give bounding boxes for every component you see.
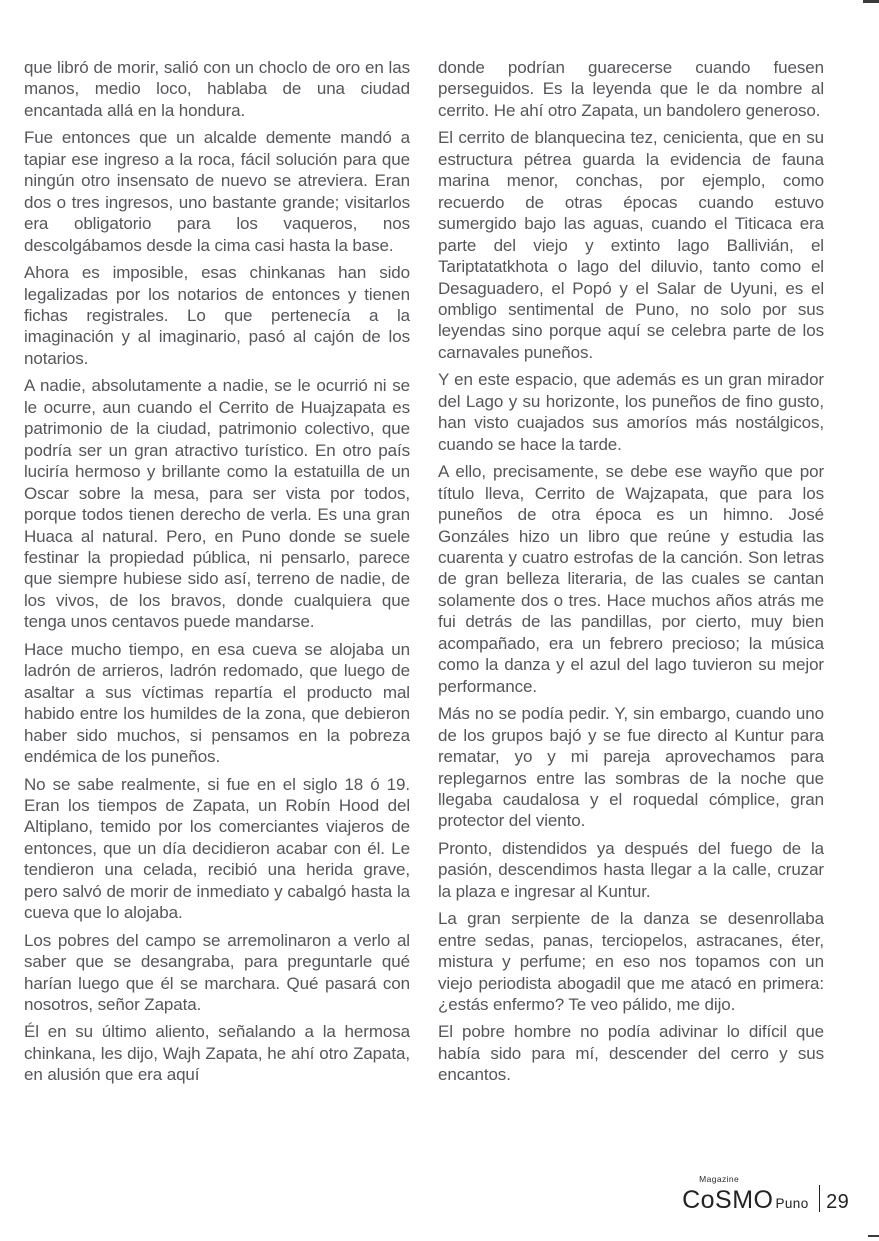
paragraph: Más no se podía pedir. Y, sin embargo, cuando uno de los grupos bajó y se fue directo al Kuntur para rematar, yo y mi pareja aprovechamos para replegarnos entre las sombras de la noche que llegaba caudalosa y el roquedal cómplice, gran protector del viento. (438, 704, 824, 831)
logo-divider-bar (819, 1185, 821, 1212)
logo-brand-text: CoSMO (682, 1186, 774, 1214)
page-number: 29 (826, 1191, 849, 1213)
logo-magazine-label: Magazine (699, 1174, 740, 1184)
cosmo-magazine-logo (682, 1174, 849, 1215)
crop-mark-bottom-right (868, 1235, 879, 1238)
logo-row (682, 1181, 849, 1215)
paragraph: Él en su último aliento, señalando a la hermosa chinkana, les dijo, Wajh Zapata, he ahí otro Zapata, en alusión que era aquí (24, 1022, 410, 1085)
paragraph: Los pobres del campo se arremolinaron a verlo al saber que se desangraba, para preguntarle qué harían luego que él se marchara. Qué pasará con nosotros, señor Zapata. (24, 930, 410, 1015)
paragraph: A nadie, absolutamente a nadie, se le ocurrió ni se le ocurre, aun cuando el Cerrito de Huajzapata es patrimonio de la ciudad, patrimonio colectivo, que podría ser un gran atractivo turístico. En otro país luciría hermoso y brillante como la estatuilla de un Oscar sobre la mesa, para ser vista por todos, porque todos tienen derecho de verla. Es una gran Huaca al natural. Pero, en Puno donde se suele festinar la propiedad pública, ni pensarlo, parece que siempre hubiese sido así, terreno de nadie, de los vivos, de los bravos, donde cualquiera que tenga unos centavos puede mandarse. (24, 376, 410, 632)
paragraph: A ello, precisamente, se debe ese wayño que por título lleva, Cerrito de Wajzapata, que para los puneños de otra época es un himno. José Gonzáles hizo un libro que reúne y estudia las cuarenta y cuatro estrofas de la canción. Son letras de gran belleza literaria, de las cuales se cantan solamente dos o tres. Hace muchos años atrás me fui detrás de las pandillas, por cierto, muy bien acompañado, era un febrero precioso; la música como la danza y el azul del lago tuvieron su mejor performance. (438, 462, 824, 696)
logo-city-text: Puno (775, 1196, 809, 1211)
paragraph: donde podrían guarecerse cuando fuesen perseguidos. Es la leyenda que le da nombre al cerrito. He ahí otro Zapata, un bandolero generoso. (438, 58, 824, 120)
article-body (24, 57, 825, 1092)
paragraph: El pobre hombre no podía adivinar lo difícil que había sido para mí, descender del cerro y sus encantos. (438, 1022, 824, 1085)
paragraph: Fue entonces que un alcalde demente mandó a tapiar ese ingreso a la roca, fácil solución para que ningún otro insensato de nuevo se atreviera. Eran dos o tres ingresos, uno bastante grande; visitarlos era obligatorio para los vaqueros, nos descolgábamos desde la cima casi hasta la base. (24, 128, 410, 255)
paragraph: Y en este espacio, que además es un gran mirador del Lago y su horizonte, los puneños de fino gusto, han visto cuajados sus amoríos más nostálgicos, cuando se hace la tarde. (438, 370, 824, 454)
paragraph: No se sabe realmente, si fue en el siglo 18 ó 19. Eran los tiempos de Zapata, un Robín Hood del Altiplano, temido por los comerciantes viajeros de entonces, que un día decidieron acabar con él. Le tendieron una celada, recibió una herida grave, pero salvó de morir de inmediato y cabalgó hasta la cueva que lo alojaba. (24, 774, 410, 923)
paragraph: Hace mucho tiempo, en esa cueva se alojaba un ladrón de arrieros, ladrón redomado, que luego de asaltar a sus víctimas repartía el producto mal habido entre los humildes de la zona, que debieron haber sido muchos, si pensamos en la pobreza endémica de los puneños. (24, 639, 410, 767)
article-column-left (24, 57, 410, 1092)
paragraph: que libró de morir, salió con un choclo de oro en las manos, medio loco, hablaba de una ciudad encantada allá en la hondura. (24, 58, 410, 120)
paragraph: La gran serpiente de la danza se desenrollaba entre sedas, panas, terciopelos, astracanes, éter, mistura y perfume; en eso nos topamos con un viejo periodista abogadil que me atacó en primera: ¿estás enfermo? Te veo pálido, me dijo. (438, 909, 824, 1015)
crop-mark-top-right (863, 0, 879, 3)
paragraph: Ahora es imposible, esas chinkanas han sido legalizadas por los notarios de entonces y tienen fichas registrales. Lo que pertenecía a la imaginación y al imaginario, pasó al cajón de los notarios. (24, 263, 410, 368)
paragraph: El cerrito de blanquecina tez, cenicienta, que en su estructura pétrea guarda la evidencia de fauna marina menor, conchas, por ejemplo, como recuerdo de otras épocas cuando estuvo sumergido bajo las aguas, cuando el Titicaca era parte del viejo y extinto lago Ballivián, el Tariptatatkhota o lago del diluvio, tanto como el Desaguadero, el Popó y el Salar de Uyuni, es el ombligo sentimental de Puno, no solo por sus leyendas sino porque aquí se celebra parte de los carnavales puneños. (438, 128, 824, 362)
paragraph: Pronto, distendidos ya después del fuego de la pasión, descendimos hasta llegar a la calle, cruzar la plaza e ingresar al Kuntur. (438, 838, 824, 901)
article-column-right (438, 57, 824, 1092)
